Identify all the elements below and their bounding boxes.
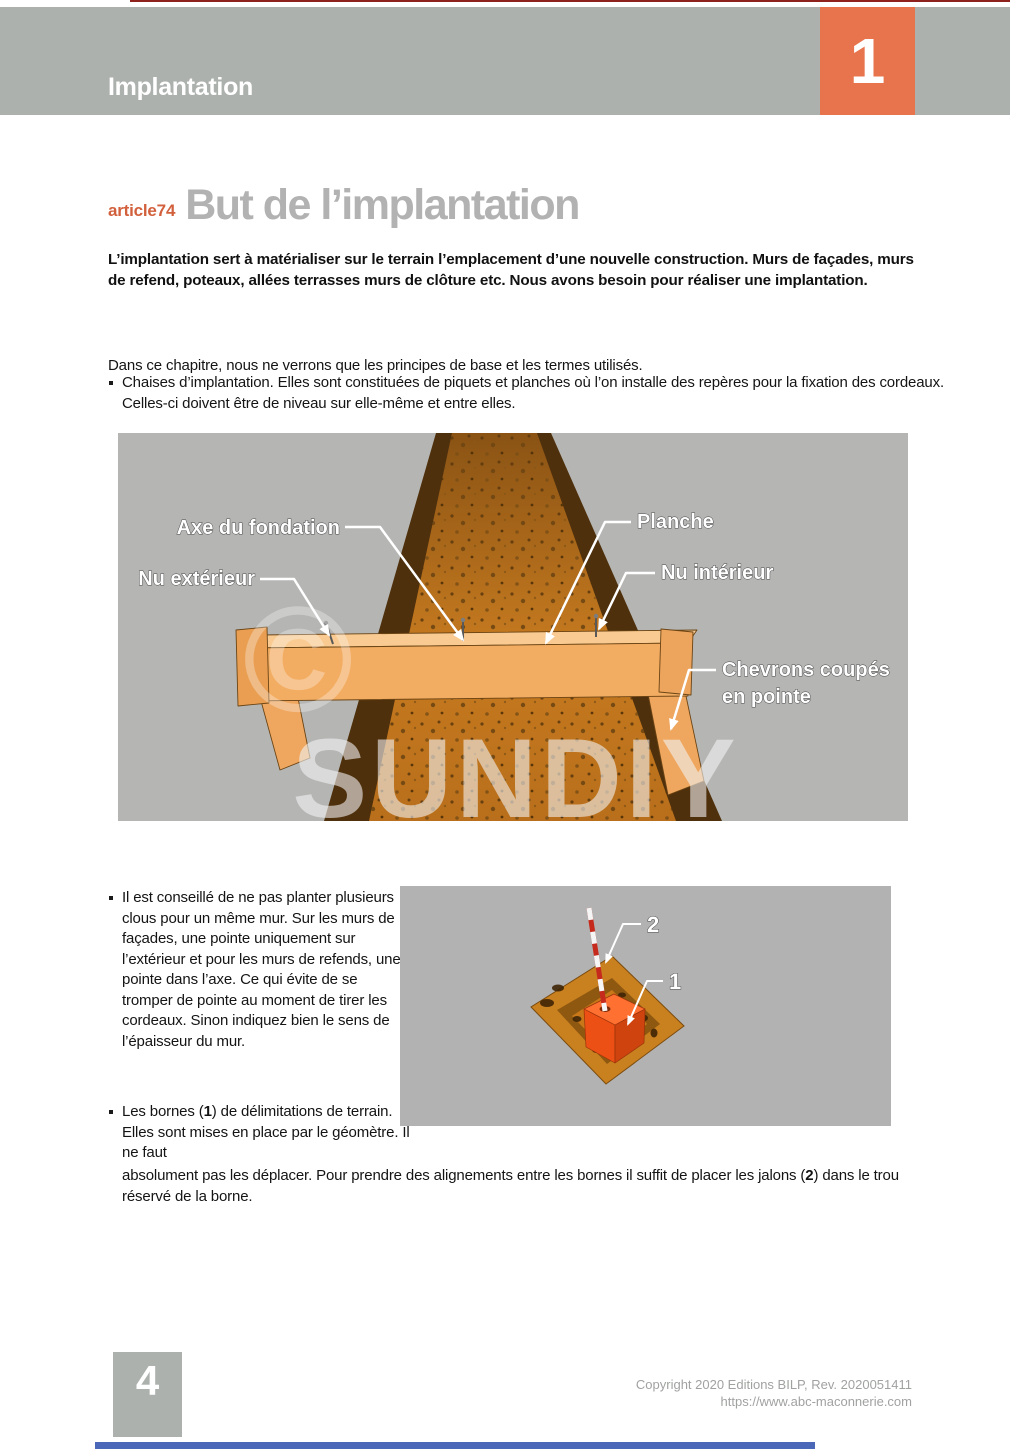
page-number: 4 xyxy=(135,1357,160,1404)
label-nu-interieur: Nu intérieur xyxy=(661,562,774,584)
bullet-bornes-continuation xyxy=(122,1166,916,1207)
chapter-header-bar xyxy=(0,7,1010,115)
footer-copyright xyxy=(512,1377,912,1410)
bullet-bornes-num2: 2 xyxy=(805,1167,814,1184)
bullet-bornes xyxy=(108,1102,412,1164)
copyright-symbol-watermark: © xyxy=(242,575,354,743)
marker-1-label: 1 xyxy=(669,969,682,994)
bullet-chaises-text: Chaises d’implantation. Elles sont constituées de piquets et planches où l’on installe des repères pour la fixation des cordeaux. Celles-ci doivent être de niveau sur elle-même et entre elles. xyxy=(122,374,944,412)
watermark-text: SUNDIY xyxy=(292,716,740,821)
website-line: https://www.abc-maconnerie.com xyxy=(720,1393,912,1409)
bullet-clous-text: Il est conseillé de ne pas planter plusieurs clous pour un même mur. Sur les murs de façades, une pointe uniquement sur l’extérieur et pour les murs de refends, une pointe dans l’axe. Ce qui évite de se tromper de pointe au moment de tirer les cordeaux. Sinon indiquez bien le sens de l’épaisseur du mur. xyxy=(122,889,401,1050)
chapter-number: 1 xyxy=(849,25,886,97)
label-nu-exterieur: Nu extérieur xyxy=(138,568,255,590)
page-number-box xyxy=(113,1352,182,1437)
bottom-blue-bar xyxy=(95,1442,815,1449)
bullet-bornes-rest: ) de délimitations de terrain. Elles sont mises en place par le géomètre. Il ne faut xyxy=(122,1103,410,1161)
article-heading xyxy=(108,181,579,229)
article-tag: article74 xyxy=(108,201,176,220)
bullet-bornes-wide-pre: absolument pas les déplacer. Pour prendre des alignements entre les bornes il suffit de placer les jalons ( xyxy=(122,1167,806,1184)
chapter-title: Implantation xyxy=(108,73,254,101)
copyright-line: Copyright 2020 Editions BILP, Rev. 2020051411 xyxy=(635,1377,912,1392)
figure-borne-jalon xyxy=(400,886,891,1126)
bullet-chaises xyxy=(108,373,944,414)
chapter-number-box xyxy=(820,7,915,115)
intro-paragraph: L’implantation sert à matérialiser sur le terrain l’emplacement d’une nouvelle construction. Murs de façades, murs de refend, poteaux, allées terrasses murs de clôture etc. Nous avons besoin pour réaliser une implantation. xyxy=(108,251,914,290)
label-chevrons-line1: Chevrons coupés xyxy=(722,659,890,681)
figure-batter-board xyxy=(118,433,908,821)
label-axe-fondation: Axe du fondation xyxy=(176,517,340,539)
article-title: But de l’implantation xyxy=(185,181,579,229)
chapter-note-paragraph: Dans ce chapitre, nous ne verrons que les principes de base et les termes utilisés. xyxy=(108,357,643,374)
bullet-bornes-wide-rest: ) dans le trou réservé de la borne. xyxy=(122,1167,899,1205)
bullet-clous xyxy=(108,888,410,1052)
marker-2-label: 2 xyxy=(647,912,660,937)
label-chevrons-line2: en pointe xyxy=(722,686,811,708)
bullet-bornes-pre: Les bornes ( xyxy=(122,1103,204,1120)
bullet-bornes-num1: 1 xyxy=(203,1103,212,1120)
label-planche: Planche xyxy=(637,511,714,533)
right-end-post xyxy=(659,629,693,695)
page-top-edge-line xyxy=(130,0,1010,2)
